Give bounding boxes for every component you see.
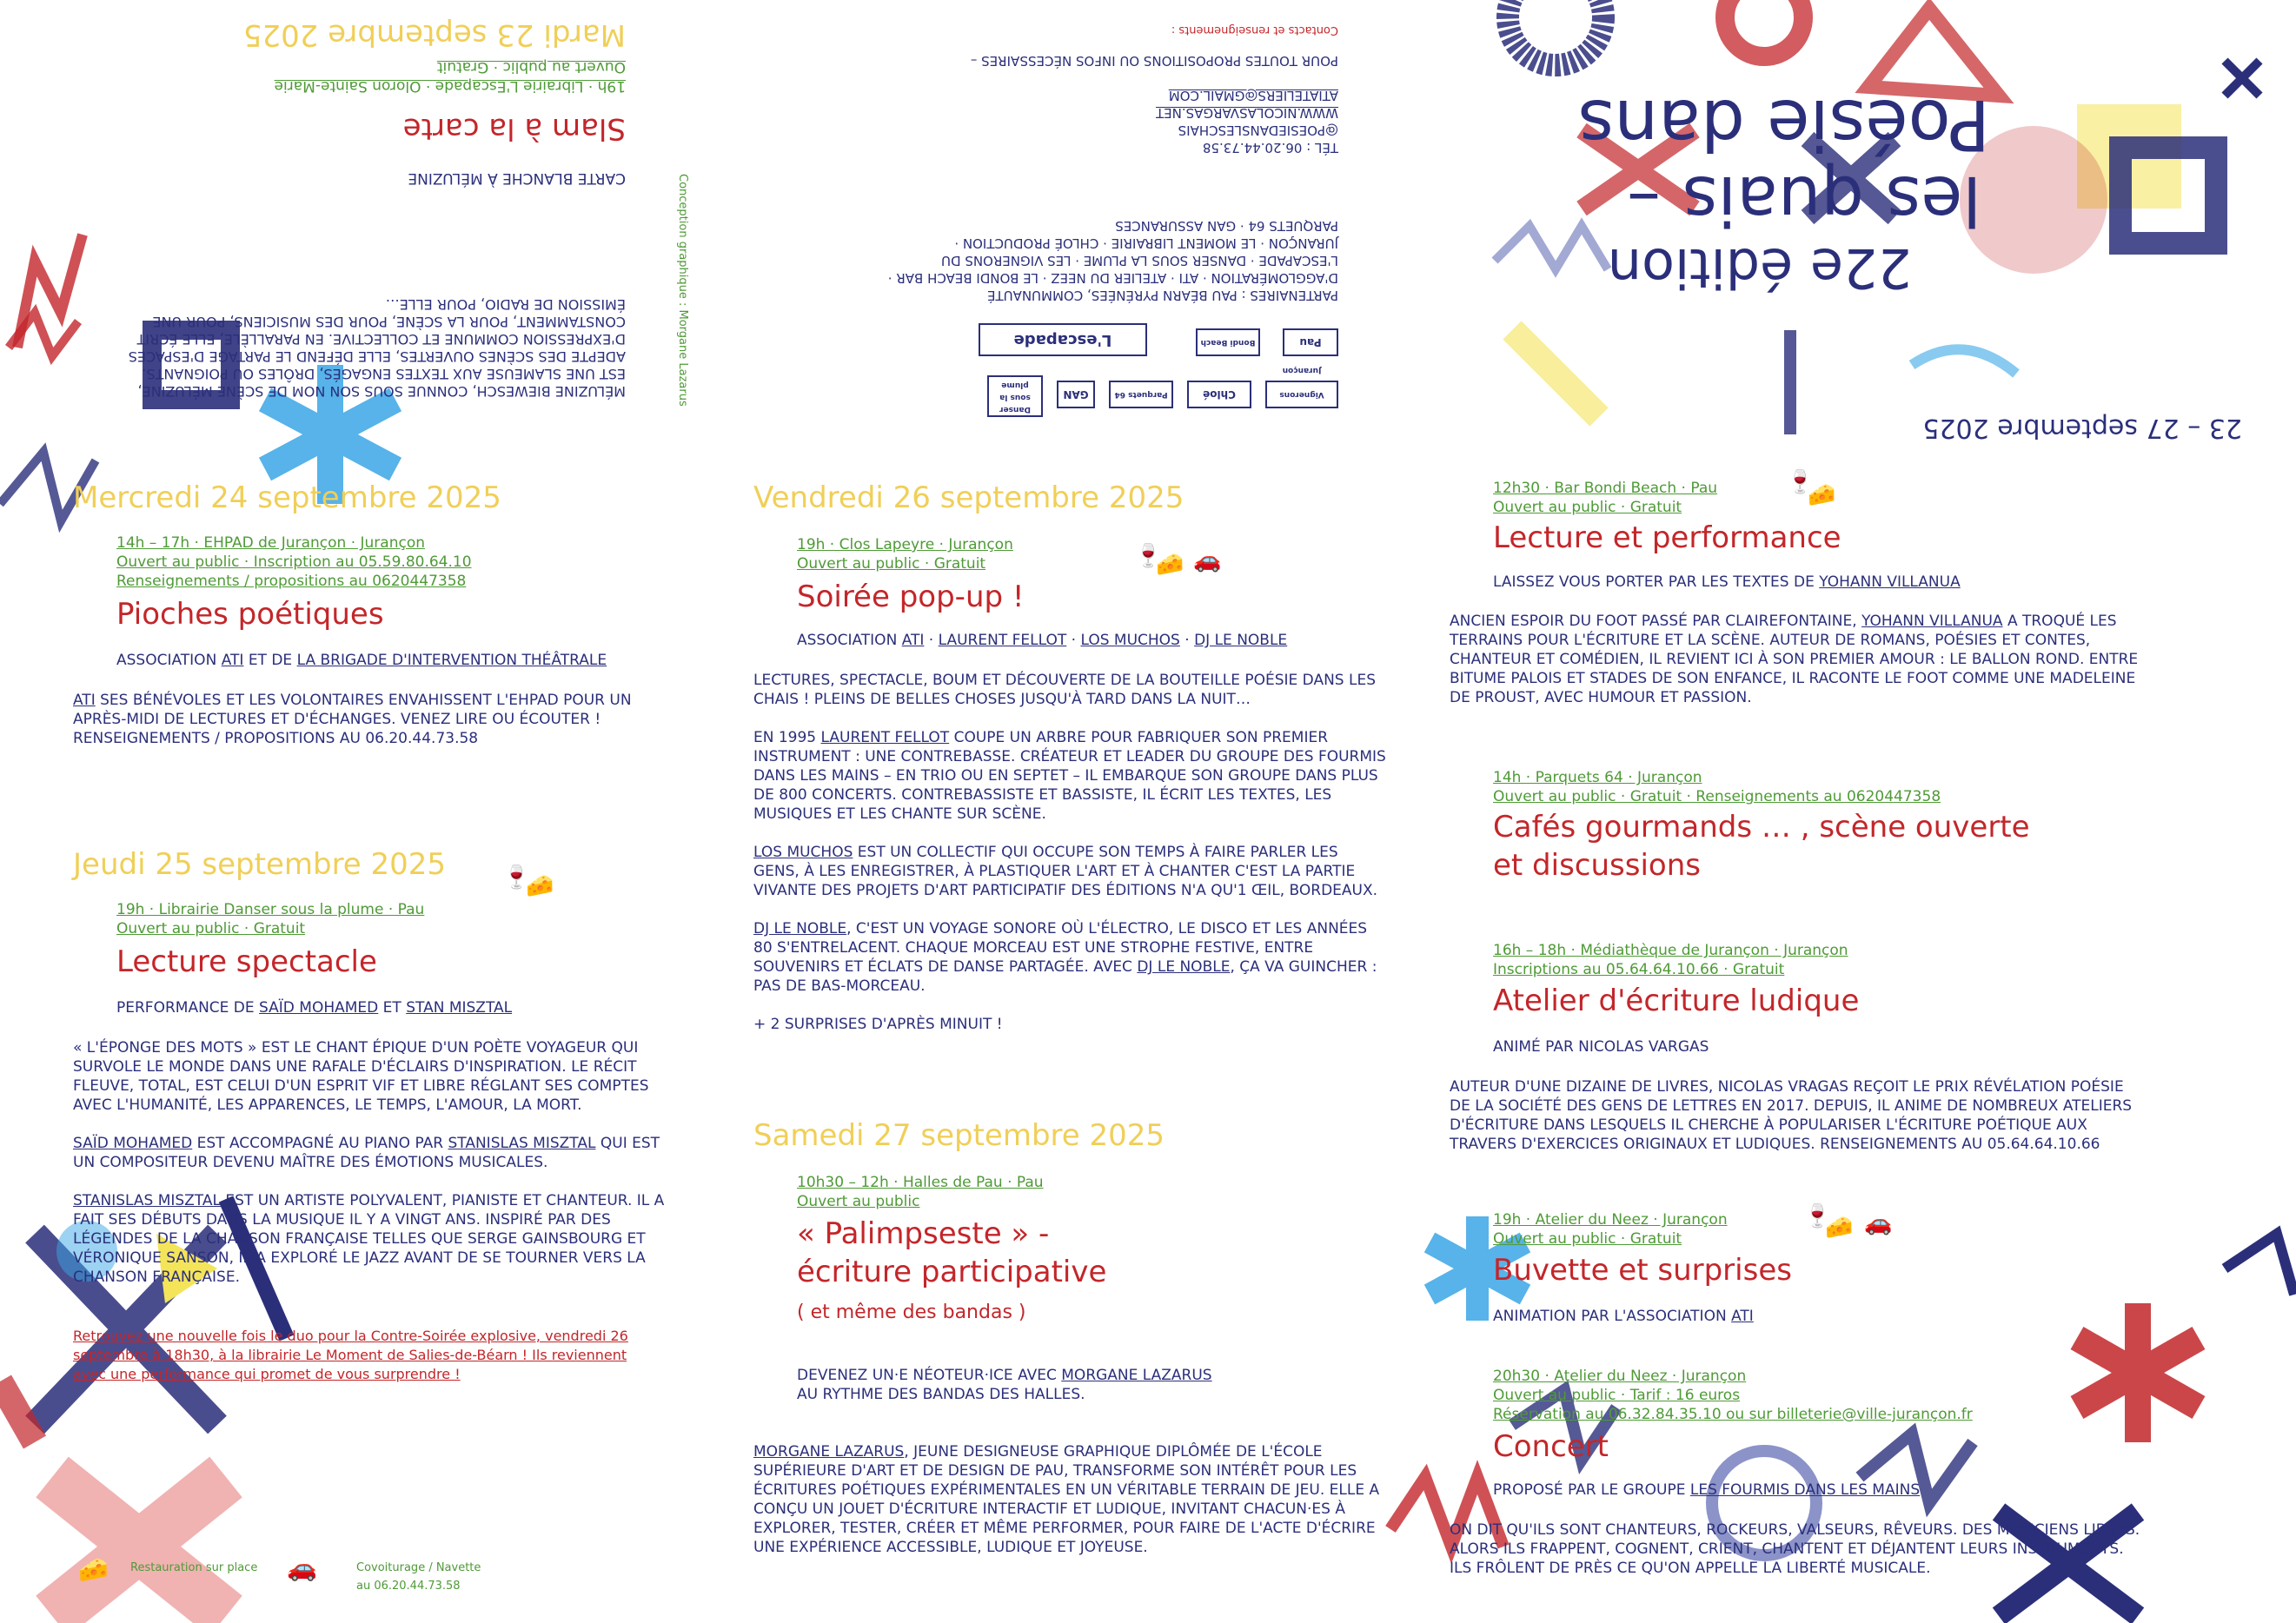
sat-ev3-title: Atelier d'écriture ludique (1493, 984, 1860, 1018)
friday-p2-pre: EN 1995 (753, 729, 817, 746)
link-morgane-lazarus-2[interactable]: MORGANE LAZARUS (753, 1443, 905, 1461)
tuesday-day: Mardi 23 septembre 2025 (242, 17, 626, 52)
saturday-meta-2: Ouvert au public (797, 1193, 920, 1210)
friday-sub-pre: ASSOCIATION (797, 632, 898, 649)
thursday-p1: « L'ÉPONGE DES MOTS » EST LE CHANT ÉPIQUE D'UN POÈTE VOYAGEUR QUI SURVOLE LE MONDE DANS UNE RAFALE D'ÉCLAIRS D'INSPIRATION. LE RÉCIT FLEUVE, TOTAL, EST CELUI D'UN ESPRIT VIF ET LIBRE RÉGLANT SES COMPTES AVEC L'HUMANITÉ, LES APPARENCES, LE TEMPS, L'AMOUR, LA MORT. (73, 1039, 649, 1114)
cheese-icon: 🧀 (526, 873, 554, 899)
sat-ev3-meta-2: Inscriptions au 05.64.64.10.66 · Gratuit (1493, 961, 1785, 978)
thursday-body (73, 1038, 681, 1306)
contact-intro: POUR TOUTES PROPOSITIONS OU INFOS NÉCESSAIRES – (970, 53, 1338, 69)
thursday-sub-mid: ET (382, 999, 401, 1017)
wednesday-day: Mercredi 24 septembre 2025 (73, 480, 501, 515)
sat-ev2-meta-2: Ouvert au public · Gratuit · Renseignements au 0620447358 (1493, 788, 1941, 805)
link-yohann-villanua-2[interactable]: YOHANN VILLANUA (1861, 613, 2003, 630)
logo-danser: Danser sous la plume (987, 375, 1043, 417)
saturday-day: Samedi 27 septembre 2025 (753, 1118, 1165, 1153)
link-said-mohamed[interactable]: SAÏD MOHAMED (259, 999, 379, 1017)
friday-p4 (753, 919, 1388, 996)
legend-car: Covoiturage / Navette (356, 1561, 481, 1574)
thursday-p2 (73, 1134, 681, 1172)
sat-ev2-meta-1: 14h · Parquets 64 · Jurançon (1493, 769, 1702, 786)
design-credit: Conception graphique : Morgane Lazarus (676, 174, 689, 407)
sat-ev1-meta-2: Ouvert au public · Gratuit (1493, 499, 1682, 516)
partner-logos (886, 365, 1338, 417)
sat-ev1-title: Lecture et performance (1493, 520, 1841, 555)
link-morgane-lazarus[interactable]: MORGANE LAZARUS (1061, 1367, 1212, 1384)
tuesday-meta-1: 19h · Librairie L'Escapade · Oloron Sainte-Marie (274, 77, 626, 95)
cover-title-line2: les quais – (1627, 161, 1981, 239)
wine-glass-icon: 🍷 (502, 864, 531, 891)
link-laurent-fellot-2[interactable]: LAURENT FELLOT (820, 729, 950, 746)
thursday-p2-end: QUI EST UN COMPOSITEUR DEVENU MAÎTRE DES ÉMOTIONS MUSICALES. (73, 1135, 660, 1171)
saturday-intro (797, 1366, 1231, 1404)
link-dj-le-noble-2[interactable]: DJ LE NOBLE (753, 920, 847, 937)
sat-ev5-meta-2: Ouvert au public · Tarif : 16 euros (1493, 1387, 1741, 1404)
link-los-muchos[interactable]: LOS MUCHOS (1080, 632, 1180, 649)
tuesday-sub: CARTE BLANCHE À MÉLUZINE (408, 169, 626, 187)
food-icon: 🧀 (78, 1555, 109, 1584)
link-ati-ev4[interactable]: ATI (1731, 1308, 1754, 1325)
wine-glass-icon-ev1: 🍷 (1786, 469, 1815, 495)
friday-p1: LECTURES, SPECTACLE, BOUM ET DÉCOUVERTE DE LA BOUTEILLE POÉSIE DANS LES CHAIS ! PLEINS DE BELLES CHOSES JUSQU'À TARD DANS LA NUIT… (753, 672, 1376, 708)
thursday-day: Jeudi 25 septembre 2025 (73, 847, 447, 882)
friday-body (753, 671, 1388, 1053)
sat-ev4-meta-1: 19h · Atelier du Neez · Jurançon (1493, 1211, 1728, 1229)
cover-title-block (1477, 78, 2242, 443)
tuesday-meta-2: Ouvert au public · Gratuit (436, 58, 626, 76)
friday-p4-end: , ÇA VA GUINCHER : PAS DE BAS-MORCEAU. (753, 958, 1377, 995)
link-yohann-villanua[interactable]: YOHANN VILLANUA (1819, 573, 1961, 591)
friday-meta-1: 19h · Clos Lapeyre · Jurançon (797, 536, 1013, 553)
thursday-note: Retrouvez une nouvelle fois le duo pour la Contre-Soirée explosive, vendredi 26 septembre à 18h30, à la librairie Le Moment de Salies-de-Béarn ! Ils reviennent avec une performance qui promet de vous surprendre ! (73, 1328, 628, 1382)
sat-ev2-title-2: et discussions (1493, 848, 1701, 883)
thursday-p2-mid: EST ACCOMPAGNÉ AU PIANO PAR (196, 1135, 444, 1152)
saturday-title-3: ( et même des bandas ) (797, 1302, 1026, 1323)
sat-ev4-meta-2: Ouvert au public · Gratuit (1493, 1230, 1682, 1248)
saturday-meta-1: 10h30 – 12h · Halles de Pau · Pau (797, 1174, 1044, 1191)
logo-pau: Pau (1283, 328, 1338, 356)
thursday-sub-pre: PERFORMANCE DE (116, 999, 255, 1017)
sat-ev1-body-pre: ANCIEN ESPOIR DU FOOT PASSÉ PAR CLAIREFONTAINE, (1450, 613, 1857, 630)
logo-vignerons: Vignerons Jurançon (1265, 381, 1338, 408)
contact-heading: Contacts et renseignements : (1171, 23, 1338, 36)
wednesday-sub-pre: ASSOCIATION (116, 652, 217, 669)
contact-instagram: @POESIEDANSLESCHAIS (1178, 123, 1338, 138)
saturday-body-text: , JEUNE DESIGNEUSE GRAPHIQUE DIPLÔMÉE DE L'ÉCOLE SUPÉRIEURE D'ART ET DE DESIGN DE PAU, TRANSFORME SON INTÉRÊT POUR LES ÉCRITURES POÉTIQUES EXPÉRIMENTALES EN UN VÉRITABLE TERRAIN DE JEU. ELLE A CONÇU UN JOUET D'ÉCRITURE INTERACTIF ET LUDIQUE, INVITANT CHACUN·ES À EXPLORER, TESTER, CRÉER ET MÊME PERFORMER, POUR FAIRE DE L'ACTE D'ÉCRIRE UNE EXPÉRIENCE ACCESSIBLE, LUDIQUE ET JOYEUSE. (753, 1443, 1380, 1556)
contact-website[interactable]: WWW.NICOLASVARGAS.NET (1156, 105, 1338, 121)
link-ati-friday[interactable]: ATI (901, 632, 925, 649)
sat-ev1-sub-pre: LAISSEZ VOUS PORTER PAR LES TEXTES DE (1493, 573, 1815, 591)
thursday-sub (116, 999, 512, 1017)
car-icon: 🚗 (287, 1553, 317, 1582)
wednesday-sub-mid: ET DE (248, 652, 293, 669)
car-icon-ev4: 🚗 (1864, 1210, 1893, 1236)
thursday-meta-1: 19h · Librairie Danser sous la plume · Pau (116, 901, 425, 918)
wednesday-meta-2: Ouvert au public · Inscription au 05.59.80.64.10 (116, 553, 472, 571)
sat-ev1-body-text: A TROQUÉ LES TERRAINS POUR L'ÉCRITURE ET LA SCÈNE. AUTEUR DE ROMANS, POÉSIES ET CONTES, CHANTEUR ET COMÉDIEN, IL REVIENT ICI À SON PREMIER AMOUR : LE BALLON ROND. ENTRE BITUME PALOIS ET STADES DE SON ENFANCE, IL RACONTE LE FOOT COMME UNE MADELEINE DE PROUST, AVEC HUMOUR ET PASSION. (1450, 613, 2139, 706)
link-dj-le-noble-3[interactable]: DJ LE NOBLE (1137, 958, 1231, 976)
contact-email[interactable]: ATIATELIERS@GMAIL.COM (1168, 88, 1338, 103)
friday-day: Vendredi 26 septembre 2025 (753, 480, 1184, 515)
contact-phone: TÉL : 06.20.44.73.58 (1202, 140, 1338, 156)
sat-ev4-sub (1493, 1308, 1754, 1325)
link-ati[interactable]: ATI (221, 652, 244, 669)
sat-ev5-meta-3: Réservation au 06.32.84.35.10 ou sur billeterie@ville-jurançon.fr (1493, 1406, 1973, 1423)
friday-title: Soirée pop-up ! (797, 580, 1025, 614)
friday-p2 (753, 728, 1388, 824)
sat-ev5-sub-pre: PROPOSÉ PAR LE GROUPE (1493, 1481, 1686, 1499)
sat-ev5-body: ON DIT QU'ILS SONT CHANTEURS, ROCKEURS, VALSEURS, RÊVEURS. DES MUSICIENS LIBRES. ALORS ILS FRAPPENT, COGNENT, CRIENT, CHANTENT ET DÉJANTENT LEURS INSTRUMENTS. ILS FRÔLENT DE PRÈS CE QU'ON APPELLE LA LIBERTÉ MUSICALE. (1450, 1521, 2140, 1577)
wednesday-meta-1: 14h – 17h · EHPAD de Jurançon · Jurançon (116, 534, 425, 552)
wednesday-meta-3: Renseignements / propositions au 0620447358 (116, 573, 467, 590)
friday-p2-text: COUPE UN ARBRE POUR FABRIQUER SON PREMIER INSTRUMENT : UNE CONTREBASSE. CRÉATEUR ET LEADER DU GROUPE DES FOURMIS DANS LES MAINS – EN TRIO OU EN SEPTET – IL EMBARQUE SON GROUPE DANS PLUS DE 800 CONCERTS. CONTREBASSISTE ET BASSISTE, IL ÉCRIT LES TEXTES, LES MUSIQUES ET LES CHANTE SUR SCÈNE. (753, 729, 1386, 823)
friday-p3-text: EST UN COLLECTIF QUI OCCUPE SON TEMPS À FAIRE PARLER LES GENS, À LES ENREGISTRER, À PLASTIQUER L'ART ET À CHANTER C'EST LA PARTIE VIVANTE DES PROJETS D'ART PARTICIPATIF DES ÉDITIONS N'A QU'1 ŒIL, BORDEAUX. (753, 844, 1378, 899)
link-laurent-fellot[interactable]: LAURENT FELLOT (938, 632, 1067, 649)
friday-p4-text: , C'EST UN VOYAGE SONORE OÙ L'ÉLECTRO, LE DISCO ET LES ANNÉES 80 S'ENTRELACENT. CHAQUE MORCEAU EST UNE STROPHE FESTIVE, ENTRE SOUVENIRS ET ÉCLATS DE DANSE PARTAGÉE. AVEC (753, 920, 1368, 976)
cover-dates: 23 – 27 septembre 2025 (1922, 413, 2242, 443)
wine-glass-icon-ev4: 🍷 (1803, 1203, 1832, 1229)
link-stan-misztal[interactable]: STAN MISZTAL (406, 999, 513, 1017)
contact-block (886, 0, 1338, 417)
thursday-title: Lecture spectacle (116, 944, 377, 979)
cheese-icon-ev1: 🧀 (1808, 482, 1836, 508)
legend-car-phone: au 06.20.44.73.58 (356, 1580, 461, 1593)
logo-gan: GAN (1057, 381, 1095, 408)
partners-text: PARTENAIRES : PAU BÉARN PYRÉNÉES, COMMUNAUTÉ D'AGGLOMÉRATION · ATI · ATELIER DU NEEZ · LE BONDI BEACH BAR · L'ESCAPADE · DANSER SOUS LA PLUME · LES VIGNERONS DU JURANÇON · LE MOMENT LIBRAIRIE · CHLOÉ PRODUCTION · PARQUETS 64 · GAN ASSURANCES (887, 218, 1338, 303)
sat-ev3-meta-1: 16h – 18h · Médiathèque de Jurançon · Jurançon (1493, 942, 1848, 959)
thursday-meta-2: Ouvert au public · Gratuit (116, 920, 306, 937)
friday-p3 (753, 843, 1388, 900)
sat-ev4-title: Buvette et surprises (1493, 1253, 1792, 1288)
logo-escapade: L'escapade (979, 323, 1147, 356)
friday-sub: ASSOCIATION ATI · LAURENT FELLOT · LOS MUCHOS · DJ LE NOBLE (797, 632, 1288, 649)
friday-meta-2: Ouvert au public · Gratuit (797, 555, 986, 573)
cheese-icon-friday: 🧀 (1156, 552, 1184, 578)
saturday-body (753, 1442, 1388, 1557)
contact-lines (886, 23, 1338, 156)
wednesday-body-text: SES BÉNÉVOLES ET LES VOLONTAIRES ENVAHISSENT L'EHPAD POUR UN APRÈS-MIDI DE LECTURES ET D'ÉCHANGES. VENEZ LIRE OU ÉCOUTER ! RENSEIGNEMENTS / PROPOSITIONS AU 06.20.44.73.58 (73, 692, 632, 747)
saturday-title-1: « Palimpseste » - (797, 1216, 1050, 1251)
wine-glass-icon-friday: 🍷 (1134, 543, 1163, 569)
sat-ev5-title: Concert (1493, 1429, 1609, 1464)
link-stanislas[interactable]: STANISLAS MISZTAL (448, 1135, 596, 1152)
link-stanislas-2[interactable]: STANISLAS MISZTAL (73, 1192, 221, 1209)
logo-bondi: Bondi Beach (1196, 328, 1260, 356)
link-brigade[interactable]: LA BRIGADE D'INTERVENTION THÉÂTRALE (296, 652, 607, 669)
sat-ev3-body: AUTEUR D'UNE DIZAINE DE LIVRES, NICOLAS VRAGAS REÇOIT LE PRIX RÉVÉLATION POÉSIE DE LA SOCIÉTÉ DES GENS DE LETTRES EN 2017. DEPUIS, IL ANIME DE NOMBREUX ATELIERS D'ÉCRITURE DANS LESQUELS IL CHERCHE À POPULARISER L'ÉCRITURE POÉTIQUE AUX TRAVERS D'EXERCICES ORIGINAUX ET LUDIQUES. RENSEIGNEMENTS AU 05.64.64.10.66 (1450, 1078, 2133, 1153)
saturday-intro-end: AU RYTHME DES BANDAS DES HALLES. (797, 1386, 1085, 1403)
sat-ev2-title-1: Cafés gourmands … , scène ouverte (1493, 810, 2030, 845)
tuesday-title: Slam à la carte (402, 111, 626, 146)
wednesday-title: Pioches poétiques (116, 597, 384, 632)
cheese-icon-ev4: 🧀 (1825, 1215, 1854, 1241)
logo-parquets: Parquets 64 (1109, 381, 1173, 408)
link-said-mohamed-2[interactable]: SAÏD MOHAMED (73, 1135, 193, 1152)
logo-chloe: Chloé (1187, 381, 1251, 408)
thursday-p3 (73, 1191, 681, 1287)
sat-ev5-sub (1493, 1481, 1920, 1499)
cover-title-line1: Poésie dans (1577, 84, 1990, 165)
tuesday-body: MÉLUZINE BIEWESCH, CONNUE SOUS SON NOM DE SCÈNE MÉLUZINE, EST UNE SLAMEUSE AUX TEXTES ENGAGÉS, DRÔLES OU POIGNANTS. ADEPTE DES SCÈNES OUVERTES, ELLE DÉFEND LE PARTAGE D'ESPACES D'EXPRESSION COMMUNE ET COLLECTIVE. EN PARALLÈLE, ELLE ÉCRIT CONSTAMMENT, POUR LA SCÈNE, POUR DES MUSICIENS, POUR UNE ÉMISSION DE RADIO, POUR ELLE… (128, 296, 626, 400)
friday-p5: + 2 SURPRISES D'APRÈS MINUIT ! (753, 1016, 1003, 1033)
legend-food: Restauration sur place (130, 1561, 258, 1574)
saturday-title-2: écriture participative (797, 1255, 1107, 1289)
tuesday-block (122, 17, 626, 400)
car-icon-friday: 🚗 (1193, 547, 1222, 573)
cover-edition: 22e édition (1607, 236, 1912, 300)
wednesday-sub (116, 652, 607, 669)
sat-ev4-sub-pre: ANIMATION PAR L'ASSOCIATION (1493, 1308, 1727, 1325)
sat-ev1-sub (1493, 573, 1961, 591)
sat-ev1-meta-1: 12h30 · Bar Bondi Beach · Pau (1493, 480, 1718, 497)
sat-ev3-sub: ANIMÉ PAR NICOLAS VARGAS (1493, 1038, 1709, 1056)
link-fourmis[interactable]: LES FOURMIS DANS LES MAINS (1689, 1481, 1921, 1499)
thursday-p3-text: EST UN ARTISTE POLYVALENT, PIANISTE ET CHANTEUR. IL A FAIT SES DÉBUTS DANS LA MUSIQUE IL Y A VINGT ANS. INSPIRÉ PAR DES LÉGENDES DE LA CHANSON FRANÇAISE TELLES QUE SERGE GAINSBOURG ET VÉRONIQUE SANSON, IL A EXPLORÉ LE JAZZ AVANT DE SE TOURNER VERS LA CHANSON FRANÇAISE. (73, 1192, 665, 1286)
wednesday-body (73, 691, 681, 748)
sat-ev1-body (1450, 612, 2145, 707)
link-dj-le-noble[interactable]: DJ LE NOBLE (1194, 632, 1288, 649)
sat-ev5-meta-1: 20h30 · Atelier du Neez · Jurançon (1493, 1368, 1747, 1385)
saturday-intro-pre: DEVENEZ UN·E NÉOTEUR·ICE AVEC (797, 1367, 1057, 1384)
link-los-muchos-2[interactable]: LOS MUCHOS (753, 844, 853, 861)
partner-logos-row2 (886, 313, 1338, 356)
link-ati-body[interactable]: ATI (73, 692, 96, 709)
